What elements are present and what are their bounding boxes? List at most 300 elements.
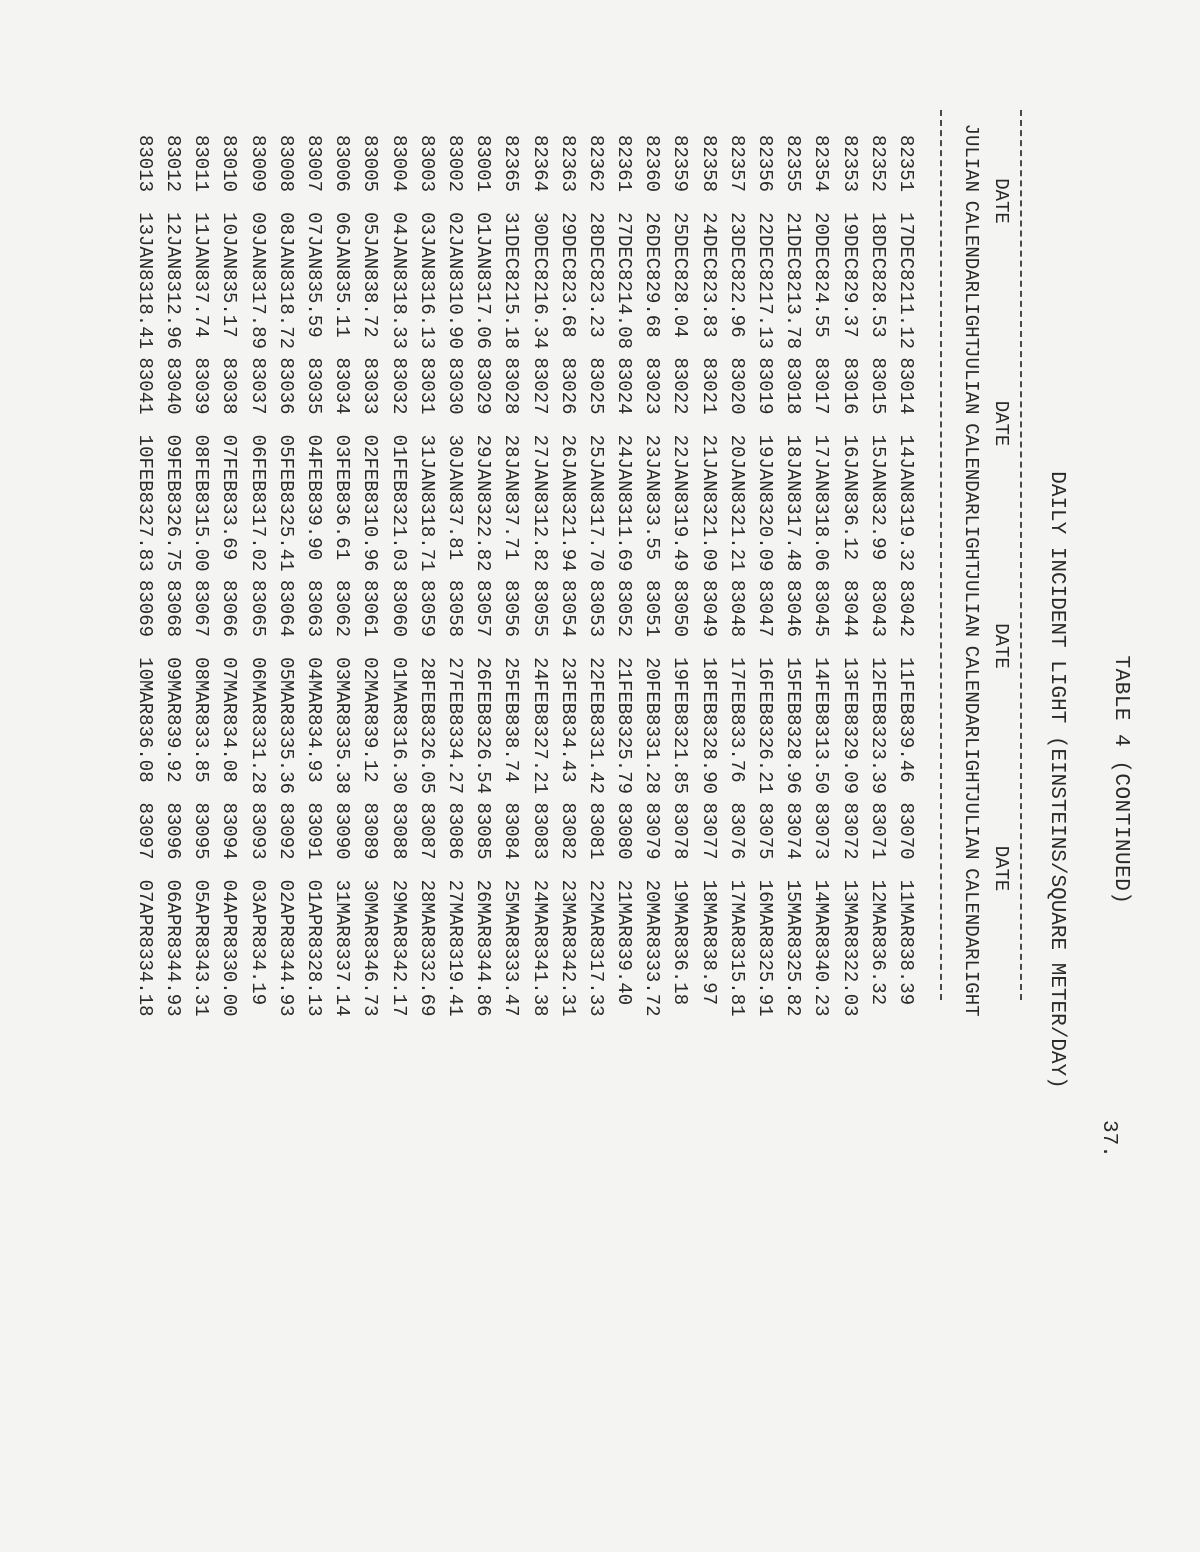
light-cell: 25.82 [782,959,805,1017]
julian-cell: 83039 [190,357,213,415]
calendar-cell: 18MAR83 [697,879,720,960]
header-julian: JULIAN [960,123,982,192]
calendar-cell: 03APR83 [246,879,269,960]
light-cell: 23.39 [866,737,889,795]
light-cell: 11.12 [895,292,917,350]
light-cell: 16.34 [528,292,551,350]
row-group [413,110,441,350]
calendar-cell: 04APR83 [218,879,241,960]
table-row [525,110,553,1017]
calendar-cell: 25MAR83 [500,879,523,960]
julian-cell: 83087 [415,802,438,860]
calendar-cell: 24MAR83 [528,879,551,960]
julian-cell: 83056 [500,579,523,637]
calendar-cell: 23JAN83 [641,434,664,515]
calendar-cell: 24FEB83 [528,657,551,737]
row-group [807,555,835,795]
row-group [159,110,187,350]
julian-cell: 83080 [613,802,636,860]
julian-cell: 83013 [133,134,156,192]
julian-cell: 83060 [387,579,410,637]
julian-cell: 83041 [133,357,156,415]
row-group [356,110,384,338]
calendar-cell: 15JAN83 [866,434,889,515]
julian-cell: 83023 [641,357,664,415]
calendar-cell: 31JAN83 [415,434,438,515]
calendar-cell: 29JAN83 [472,434,495,515]
light-cell: 17.06 [472,292,495,350]
light-cell: 9.68 [641,292,664,338]
julian-cell: 83076 [725,802,748,860]
julian-cell: 82365 [500,134,523,192]
light-cell: 12.82 [528,514,551,572]
row-group [328,110,356,338]
calendar-cell: 11FEB83 [895,657,917,737]
calendar-cell: 07JAN83 [303,212,326,292]
calendar-cell: 10JAN83 [218,212,241,292]
julian-cell: 83011 [190,134,213,192]
row-group [638,333,666,561]
julian-cell: 83027 [528,357,551,415]
julian-cell: 83025 [584,357,607,415]
table-row [159,110,187,1017]
row-group [244,555,272,795]
header-group [982,555,1012,778]
julian-cell: 83075 [754,802,777,860]
calendar-cell: 22FEB83 [584,657,607,737]
row-group [864,555,892,795]
table-row [187,110,215,1017]
row-group [469,110,497,350]
header-julian: JULIAN [960,568,982,637]
table-row [244,110,272,1006]
calendar-cell: 18JAN83 [782,434,805,515]
calendar-cell: 09MAR83 [162,657,185,737]
row-group [892,333,920,572]
calendar-cell: 28MAR83 [415,879,438,960]
light-cell: 21.21 [725,514,748,572]
header-date: DATE [990,623,1012,669]
light-cell: 5.11 [331,292,354,338]
calendar-cell: 06FEB83 [246,434,269,515]
header-group [952,333,982,572]
row-group [497,778,525,1017]
julian-cell: 83062 [331,579,354,637]
page-number: 37. [1097,1120,1120,1158]
calendar-cell: 09JAN83 [246,212,269,292]
table-title: TABLE 4 (CONTINUED) [1109,655,1132,905]
row-group [864,333,892,561]
julian-cell: 83044 [838,579,861,637]
julian-cell: 82357 [725,134,748,192]
light-cell: 22.03 [838,959,861,1017]
julian-cell: 82364 [528,134,551,192]
row-group [638,110,666,338]
light-cell: 13.50 [810,737,833,795]
table-row [751,110,779,1017]
row-group [807,110,835,338]
julian-cell: 83085 [472,802,495,860]
light-cell: 3.83 [697,292,720,338]
light-cell: 16.30 [387,737,410,795]
julian-cell: 83052 [613,579,636,637]
calendar-cell: 21JAN83 [697,434,720,515]
row-group [244,778,272,1006]
calendar-cell: 09FEB83 [162,434,185,515]
row-group [525,778,553,1017]
table-row [610,110,638,1006]
light-cell: 35.38 [331,737,354,795]
row-group [187,555,215,783]
row-group [384,555,412,795]
light-cell: 29.09 [838,737,861,795]
row-group [779,778,807,1017]
light-cell: 4.08 [218,737,241,783]
row-group [441,778,469,1017]
julian-cell: 83064 [274,579,297,637]
calendar-cell: 07APR83 [133,879,156,960]
julian-cell: 83090 [331,802,354,860]
julian-cell: 83070 [895,802,917,860]
calendar-cell: 28JAN83 [500,434,523,515]
row-group [666,778,694,1006]
light-cell: 17.48 [782,514,805,572]
row-group [892,110,920,350]
julian-cell: 83071 [866,802,889,860]
julian-cell: 83081 [584,802,607,860]
julian-cell: 83073 [810,802,833,860]
light-cell: 21.03 [387,514,410,572]
table-row [469,110,497,1017]
calendar-cell: 06JAN83 [331,212,354,292]
row-group [272,555,300,795]
light-cell: 32.69 [415,959,438,1017]
calendar-cell: 16JAN83 [838,434,861,515]
julian-cell: 83057 [472,579,495,637]
light-cell: 7.71 [500,514,523,561]
row-group [610,110,638,350]
julian-cell: 82361 [613,134,636,192]
julian-cell: 83033 [359,357,382,415]
light-cell: 3.23 [584,292,607,338]
row-group [300,778,328,1017]
calendar-cell: 15MAR83 [782,879,805,960]
calendar-cell: 02FEB83 [359,434,382,515]
row-group [695,778,723,1006]
light-cell: 7.74 [190,292,213,338]
table-row [835,110,863,1017]
calendar-cell: 18FEB83 [697,657,720,737]
light-cell: 3.69 [218,514,241,561]
julian-cell: 83086 [444,802,466,860]
light-cell: 43.31 [190,959,213,1017]
header-rule [940,110,942,1000]
row-group [469,555,497,795]
table-row [272,110,300,1017]
julian-cell: 82356 [754,134,777,192]
calendar-cell: 20DEC82 [810,212,833,292]
header-julian: JULIAN [960,346,982,415]
row-group [666,333,694,572]
row-group [610,333,638,572]
light-cell: 34.27 [444,737,466,795]
header-date: DATE [990,845,1012,892]
light-cell: 11.69 [613,514,636,572]
julian-cell: 83012 [162,134,185,192]
light-cell: 28.90 [697,737,720,795]
light-cell: 3.68 [556,292,579,338]
header-calendar: CALENDAR [960,868,982,960]
table-row [441,110,469,1017]
julian-cell: 83008 [274,134,297,192]
header-group [982,110,1012,333]
julian-cell: 83028 [500,357,523,415]
header-date: DATE [990,178,1012,224]
calendar-cell: 13JAN83 [133,212,156,292]
julian-cell: 82352 [866,134,889,192]
julian-cell: 83009 [246,134,269,192]
calendar-cell: 23FEB83 [556,657,579,737]
light-cell: 13.78 [782,292,805,350]
table-row [892,110,920,1006]
table-row [384,110,412,1017]
julian-cell: 83092 [274,802,297,860]
header-group [982,778,1012,1001]
julian-cell: 83004 [387,134,410,192]
julian-cell: 83002 [444,134,466,192]
row-group [723,110,751,338]
light-cell: 7.81 [444,514,466,561]
light-cell: 8.53 [866,292,889,338]
row-group [187,110,215,338]
julian-cell: 83095 [190,802,213,860]
calendar-cell: 01APR83 [303,879,326,960]
light-cell: 15.18 [500,292,523,350]
light-cell: 25.41 [274,514,297,572]
julian-cell: 82359 [669,134,692,192]
light-cell: 15.00 [190,514,213,572]
light-cell: 3.85 [190,737,213,783]
calendar-cell: 29DEC82 [556,212,579,292]
calendar-cell: 03FEB83 [331,434,354,515]
light-cell: 3.55 [641,514,664,561]
calendar-cell: 01MAR83 [387,657,410,737]
row-group [131,110,159,350]
julian-cell: 83017 [810,357,833,415]
row-group [469,333,497,572]
calendar-cell: 12JAN83 [162,212,185,292]
calendar-cell: 26DEC82 [641,212,664,292]
calendar-cell: 30DEC82 [528,212,551,292]
calendar-cell: 27FEB83 [444,657,466,737]
julian-cell: 82351 [895,134,917,192]
julian-cell: 83079 [641,802,664,860]
light-cell: 6.18 [669,959,692,1006]
light-cell: 44.93 [162,959,185,1017]
header-row-date [982,110,1012,1000]
julian-cell: 83031 [415,357,438,415]
row-group [723,555,751,783]
row-group [751,110,779,350]
header-date: DATE [990,400,1012,447]
table-row [638,110,666,1017]
julian-cell: 82355 [782,134,805,192]
calendar-cell: 21MAR83 [613,879,636,960]
calendar-cell: 02MAR83 [359,657,382,737]
light-cell: 2.96 [725,292,748,338]
header-row-columns [952,110,982,1017]
row-group [215,333,243,561]
calendar-cell: 27DEC82 [613,212,636,292]
row-group [356,333,384,572]
julian-cell: 83042 [895,579,917,637]
julian-cell: 83066 [218,579,241,637]
table-row [582,110,610,1017]
calendar-cell: 08FEB83 [190,434,213,515]
row-group [497,555,525,783]
light-cell: 20.09 [754,514,777,572]
row-group [554,778,582,1017]
table-row [807,110,835,1017]
julian-cell: 82354 [810,134,833,192]
light-cell: 26.75 [162,514,185,572]
row-group [610,778,638,1006]
calendar-cell: 19DEC82 [838,212,861,292]
light-cell: 18.33 [387,292,410,350]
calendar-cell: 31MAR83 [331,879,354,960]
row-group [131,778,159,1017]
calendar-cell: 04MAR83 [303,657,326,737]
table-row [554,110,582,1017]
julian-cell: 83058 [444,579,466,637]
light-cell: 15.81 [725,959,748,1017]
julian-cell: 83072 [838,802,861,860]
light-cell: 19.32 [895,514,917,572]
row-group [159,333,187,572]
light-cell: 9.37 [838,292,861,338]
row-group [695,555,723,795]
light-cell: 33.72 [641,959,664,1017]
julian-cell: 83083 [528,802,551,860]
light-cell: 8.04 [669,292,692,338]
row-group [497,110,525,350]
calendar-cell: 29MAR83 [387,879,410,960]
table-row [497,110,525,1017]
light-cell: 26.05 [415,737,438,795]
light-cell: 35.36 [274,737,297,795]
light-cell: 21.85 [669,737,692,795]
row-group [723,778,751,1017]
julian-cell: 83036 [274,357,297,415]
header-group [952,110,982,350]
row-group [582,778,610,1017]
row-group [666,110,694,338]
calendar-cell: 06APR83 [162,879,185,960]
row-group [300,110,328,338]
julian-cell: 83084 [500,802,523,860]
table-body [131,110,920,1017]
calendar-cell: 13FEB83 [838,657,861,737]
julian-cell: 83034 [331,357,354,415]
julian-cell: 83007 [303,134,326,192]
row-group [384,333,412,572]
julian-cell: 83054 [556,579,579,637]
row-group [554,110,582,338]
calendar-cell: 21DEC82 [782,212,805,292]
calendar-cell: 14MAR83 [810,879,833,960]
light-cell: 27.21 [528,737,551,795]
light-cell: 9.40 [613,959,636,1006]
light-cell: 9.92 [162,737,185,783]
light-cell: 4.19 [246,959,269,1006]
calendar-cell: 11MAR83 [895,879,917,960]
calendar-cell: 05MAR83 [274,657,297,737]
calendar-cell: 08MAR83 [190,657,213,737]
row-group [582,110,610,338]
light-cell: 44.93 [274,959,297,1017]
light-cell: 9.46 [895,737,917,783]
calendar-cell: 30JAN83 [444,434,466,515]
calendar-cell: 07MAR83 [218,657,241,737]
light-cell: 10.96 [359,514,382,572]
light-cell: 25.91 [754,959,777,1017]
light-cell: 4.43 [556,737,579,783]
calendar-cell: 02APR83 [274,879,297,960]
calendar-cell: 23MAR83 [556,879,579,960]
calendar-cell: 06MAR83 [246,657,269,737]
row-group [413,778,441,1017]
row-group [384,110,412,350]
light-cell: 18.41 [133,292,156,350]
julian-cell: 83097 [133,802,156,860]
light-cell: 6.61 [331,514,354,561]
light-cell: 33.47 [500,959,523,1017]
julian-cell: 83010 [218,134,241,192]
julian-cell: 83003 [415,134,438,192]
julian-cell: 83059 [415,579,438,637]
row-group [187,333,215,572]
table-row [356,110,384,1017]
julian-cell: 83035 [303,357,326,415]
row-group [441,333,469,561]
row-group [864,110,892,338]
row-group [328,333,356,561]
calendar-cell: 16FEB83 [754,657,777,737]
row-group [835,778,863,1017]
calendar-cell: 05APR83 [190,879,213,960]
julian-cell: 83022 [669,357,692,415]
calendar-cell: 03JAN83 [415,212,438,292]
julian-cell: 83006 [331,134,354,192]
julian-cell: 83082 [556,802,579,860]
julian-cell: 83053 [584,579,607,637]
julian-cell: 83045 [810,579,833,637]
julian-cell: 83019 [754,357,777,415]
light-cell: 18.72 [274,292,297,350]
light-cell: 12.96 [162,292,185,350]
light-cell: 4.93 [303,737,326,783]
light-cell: 17.70 [584,514,607,572]
row-group [131,333,159,572]
julian-cell: 83078 [669,802,692,860]
table-row [864,110,892,1006]
row-group [131,555,159,783]
calendar-cell: 04FEB83 [303,434,326,515]
calendar-cell: 05JAN83 [359,212,382,292]
light-cell: 14.08 [613,292,636,350]
light-cell: 8.97 [697,959,720,1006]
light-cell: 21.94 [556,514,579,572]
